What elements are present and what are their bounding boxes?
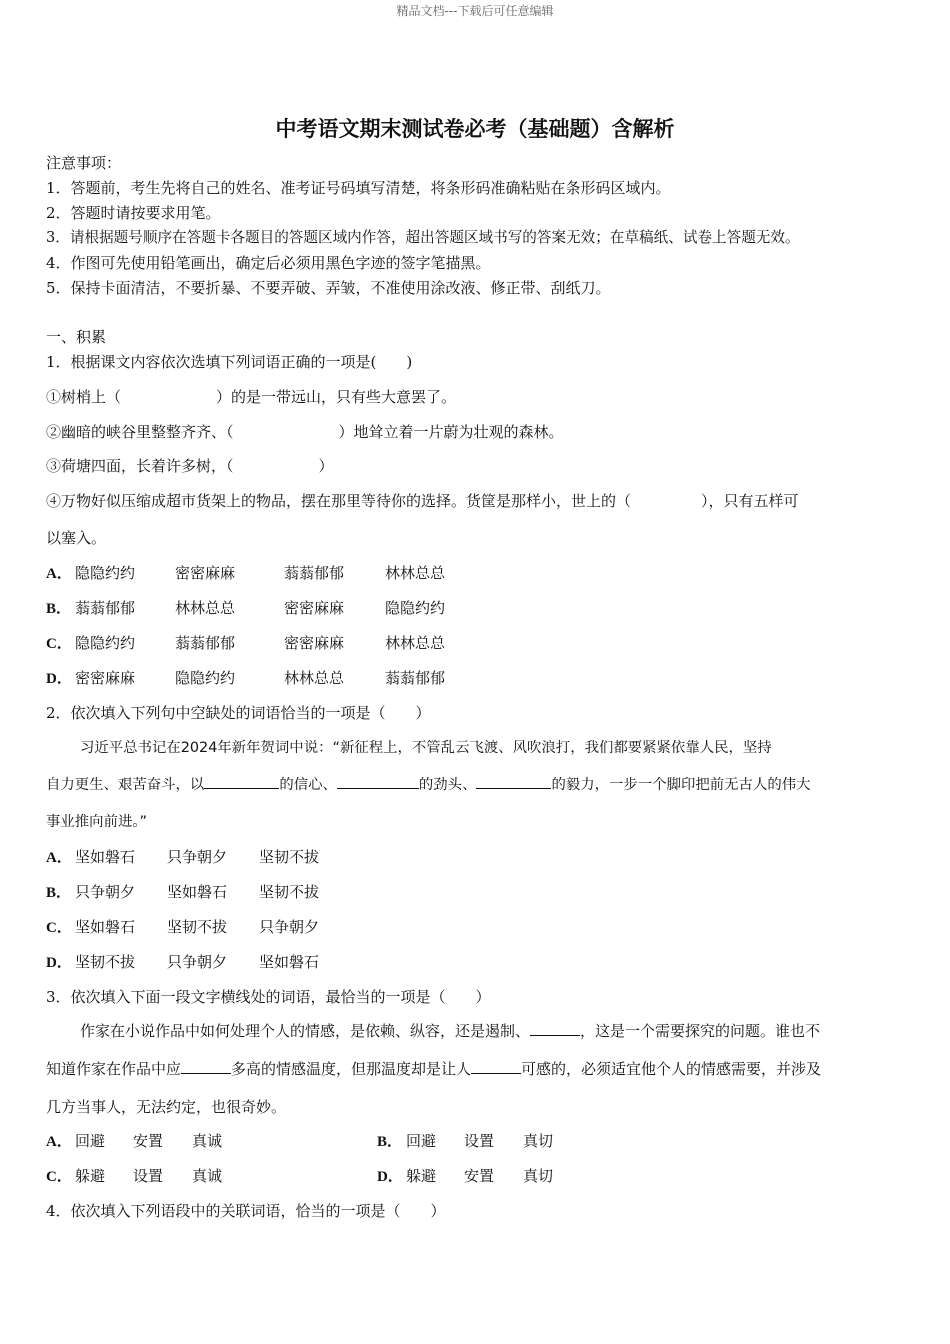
q3-passage-line: 知道作家在作品中应 多高的情感温度，但那温度却是让人 可感的，必须适宜他个人的情感需要，并涉及 bbox=[46, 1060, 822, 1078]
q1-sentence-2: ②幽暗的峡谷里整整齐齐、（ ）地耸立着一片蔚为壮观的森林。 bbox=[46, 423, 564, 441]
q2-option-d[interactable]: D． 坚韧不拔 只争朝夕 坚如磐石 bbox=[46, 953, 320, 971]
notice-item: 1．答题前，考生先将自己的姓名、准考证号码填写清楚，将条形码准确粘贴在条形码区域内。 bbox=[46, 179, 671, 197]
q1-option-d[interactable]: D． 密密麻麻 隐隐约约 林林总总 蓊蓊郁郁 bbox=[46, 669, 446, 687]
question-2-stem: 2．依次填入下列句中空缺处的词语恰当的一项是（ ） bbox=[46, 704, 431, 722]
q2-option-b[interactable]: B． 只争朝夕 坚如磐石 坚韧不拔 bbox=[46, 883, 320, 901]
q1-option-b[interactable]: B． 蓊蓊郁郁 林林总总 密密麻麻 隐隐约约 bbox=[46, 599, 446, 617]
notice-item: 5．保持卡面清洁，不要折暴、不要弄破、弄皱，不准使用涂改液、修正带、刮纸刀。 bbox=[46, 279, 611, 297]
q3-option-d[interactable]: D． 躲避 安置 真切 bbox=[377, 1167, 554, 1185]
section-heading: 一、积累 bbox=[46, 328, 107, 346]
notice-item: 2．答题时请按要求用笔。 bbox=[46, 204, 221, 222]
notice-heading: 注意事项： bbox=[46, 154, 122, 172]
question-4-stem: 4．依次填入下列语段中的关联词语，恰当的一项是（ ） bbox=[46, 1202, 446, 1220]
question-3-stem: 3．依次填入下面一段文字横线处的词语，最恰当的一项是（ ） bbox=[46, 988, 491, 1006]
q2-passage-line: 习近平总书记在2024年新年贺词中说：“新征程上，不管乱云飞渡、风吹浪打，我们都要紧紧依靠人民，坚持 bbox=[80, 740, 772, 756]
notice-item: 3．请根据题号顺序在答题卡各题目的答题区域内作答，超出答题区域书写的答案无效；在草稿纸、试卷上答题无效。 bbox=[46, 229, 800, 246]
q3-option-b[interactable]: B． 回避 设置 真切 bbox=[377, 1132, 554, 1150]
q3-passage-line: 几方当事人，无法约定，也很奇妙。 bbox=[46, 1098, 287, 1116]
q3-passage-line: 作家在小说作品中如何处理个人的情感，是依赖、纵容，还是遏制、 ，这是一个需要探究的问题。谁也不 bbox=[80, 1022, 821, 1040]
q1-option-a[interactable]: A． 隐隐约约 密密麻麻 蓊蓊郁郁 林林总总 bbox=[46, 564, 446, 582]
page-title: 中考语文期末测试卷必考（基础题）含解析 bbox=[275, 117, 675, 141]
q2-option-a[interactable]: A． 坚如磐石 只争朝夕 坚韧不拔 bbox=[46, 848, 320, 866]
question-1-stem: 1．根据课文内容依次选填下列词语正确的一项是( ) bbox=[46, 353, 413, 371]
q2-passage-line: 自力更生、艰苦奋斗，以 的信心、 的劲头、 的毅力，一步一个脚印把前无古人的伟大 bbox=[46, 774, 811, 795]
header-note: 精品文档---下载后可任意编辑 bbox=[396, 4, 554, 18]
q1-sentence-4-cont: 以塞入。 bbox=[46, 529, 107, 547]
q3-option-a[interactable]: A． 回避 安置 真诚 bbox=[46, 1132, 223, 1150]
q3-option-c[interactable]: C． 躲避 设置 真诚 bbox=[46, 1167, 223, 1185]
notice-item: 4．作图可先使用铅笔画出，确定后必须用黑色字迹的签字笔描黑。 bbox=[46, 254, 491, 272]
q2-option-c[interactable]: C． 坚如磐石 坚韧不拔 只争朝夕 bbox=[46, 918, 320, 936]
q1-sentence-1: ①树梢上（ ）的是一带远山，只有些大意罢了。 bbox=[46, 388, 457, 406]
q1-sentence-4: ④万物好似压缩成超市货架上的物品，摆在那里等待你的选择。货筐是那样小，世上的（ ），只有五样可 bbox=[46, 492, 799, 510]
q1-option-c[interactable]: C． 隐隐约约 蓊蓊郁郁 密密麻麻 林林总总 bbox=[46, 634, 446, 652]
q2-passage-line: 事业推向前进。” bbox=[46, 814, 147, 830]
q1-sentence-3: ③荷塘四面，长着许多树，（ ） bbox=[46, 457, 334, 475]
